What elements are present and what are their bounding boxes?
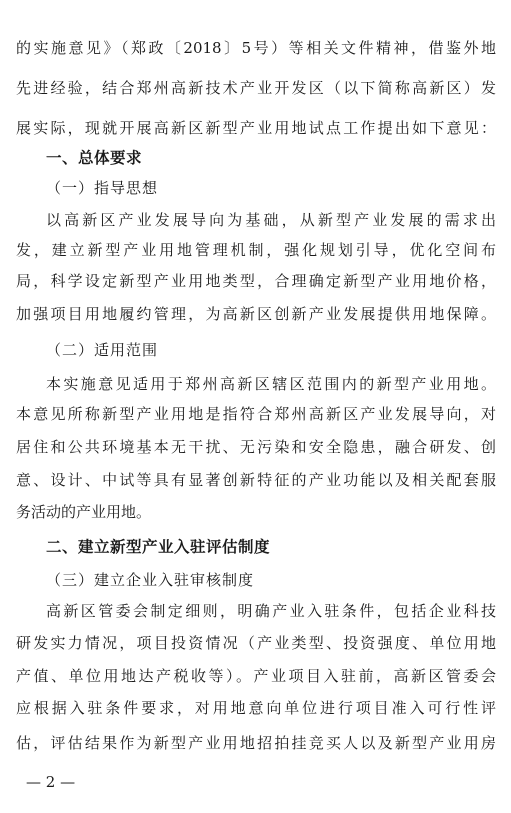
- paragraph-line: 高新区管委会制定细则，明确产业入驻条件，包括企业科技: [46, 602, 496, 620]
- paragraph-line: 局，科学设定新型产业用地类型，合理确定新型产业用地价格，: [16, 272, 496, 290]
- subsection-heading-1: （一）指导思想: [46, 179, 159, 197]
- paragraph-line: 本实施意见适用于郑州高新区辖区范围内的新型产业用地。: [46, 375, 496, 393]
- intro-line-1: 的实施意见》（郑政〔2018〕5号）等相关文件精神，借鉴外地: [16, 39, 496, 57]
- paragraph-line: 加强项目用地履约管理，为高新区创新产业发展提供用地保障。: [16, 305, 496, 323]
- paragraph-line: 发，建立新型产业用地管理机制，强化规划引导，优化空间布: [16, 241, 496, 259]
- paragraph-line: 以高新区产业发展导向为基础，从新型产业发展的需求出: [46, 211, 496, 229]
- subsection-heading-3: （三）建立企业入驻审核制度: [46, 571, 255, 589]
- paragraph-line: 居住和公共环境基本无干扰、无污染和安全隐患，融合研发、创: [16, 438, 496, 456]
- paragraph-line: 务活动的产业用地。: [16, 503, 152, 521]
- page-number: — 2 —: [26, 773, 76, 791]
- paragraph-line: 本意见所称新型产业用地是指符合郑州高新区产业发展导向，对: [16, 405, 496, 423]
- paragraph-line: 意、设计、中试等具有显著创新特征的产业功能以及相关配套服: [16, 471, 496, 489]
- paragraph-line: 产值、单位用地达产税收等）。产业项目入驻前，高新区管委会: [16, 667, 496, 685]
- paragraph-line: 研发实力情况，项目投资情况（产业类型、投资强度、单位用地: [16, 634, 496, 652]
- section-heading-2: 二、建立新型产业入驻评估制度: [46, 538, 271, 556]
- section-heading-1: 一、总体要求: [46, 149, 143, 167]
- paragraph-line: 估，评估结果作为新型产业用地招拍挂竞买人以及新型产业用房: [16, 734, 496, 752]
- paragraph-line: 应根据入驻条件要求，对用地意向单位进行项目准入可行性评: [16, 699, 496, 717]
- subsection-heading-2: （二）适用范围: [46, 341, 159, 359]
- intro-line-3: 展实际，现就开展高新区新型产业用地试点工作提出如下意见：: [16, 119, 496, 137]
- intro-line-2: 先进经验，结合郑州高新技术产业开发区（以下简称高新区）发: [16, 79, 496, 97]
